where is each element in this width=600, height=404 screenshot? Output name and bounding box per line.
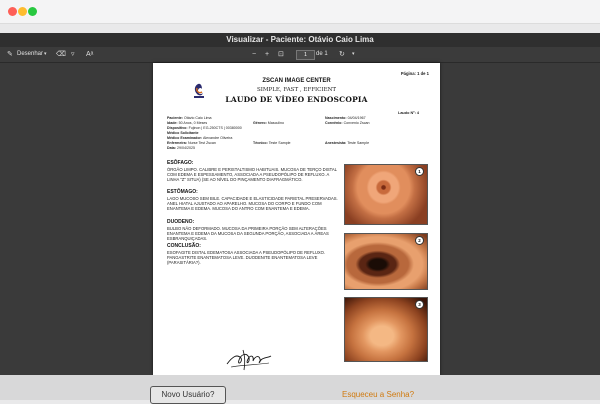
exam-date: Data: 29/04/2025 bbox=[167, 146, 195, 150]
login-page-background bbox=[0, 375, 600, 400]
endoscopy-photo bbox=[344, 297, 428, 362]
center-name: ZSCAN IMAGE CENTER bbox=[262, 78, 331, 84]
patient-age: Idade: 50 Anos, 0 Meses bbox=[167, 121, 208, 125]
maximize-window-button[interactable] bbox=[28, 7, 37, 16]
technician: Técnico: Teste Sample bbox=[253, 141, 291, 145]
endoscopy-photo bbox=[344, 233, 428, 290]
browser-titlebar bbox=[0, 0, 600, 24]
close-window-button[interactable] bbox=[8, 7, 17, 16]
report-title: LAUDO DE VÍDEO ENDOSCOPIA bbox=[225, 95, 368, 104]
insurance: Convênio: Convenio Zscan bbox=[325, 121, 370, 125]
fit-page-icon[interactable]: ⊡ bbox=[278, 51, 284, 58]
section-text: ESOFAGITE DISTAL EDEMATOSA ASSOCIADA A PSEUDOPÓLIPO DE REFLUXO. PANGASTRITE ENANTEMATOSA LEVE. DUODENITE ENANTEMATOSA LEVE (PARASITÁRIA?). bbox=[167, 250, 326, 265]
draw-label[interactable]: Desenhar bbox=[17, 51, 44, 57]
zoom-out-button[interactable]: − bbox=[252, 51, 257, 58]
patient-gender: Gênero: Masculino bbox=[253, 121, 284, 125]
page-number-input[interactable]: 1 bbox=[296, 50, 315, 60]
rotate-icon[interactable]: ↻ bbox=[339, 51, 345, 58]
forgot-password-link[interactable]: Esqueceu a Senha? bbox=[342, 390, 415, 399]
text-icon[interactable]: Aᵃ bbox=[86, 51, 94, 58]
report-page bbox=[153, 63, 440, 375]
doctor-signature bbox=[223, 346, 275, 372]
chevron-down-icon[interactable]: ▾ bbox=[44, 51, 47, 57]
photo-number: 2 bbox=[415, 236, 424, 245]
page-total: de 1 bbox=[316, 51, 328, 57]
section-heading: ESTÔMAGO: bbox=[167, 189, 198, 195]
endoscopy-photo bbox=[344, 164, 428, 225]
device: Dispositivo: Fujinon | EG-250CTS | 00380000 bbox=[167, 126, 242, 130]
laudo-number: Laudo Nº: 4 bbox=[398, 111, 420, 115]
nurse: Enfermeira: Nurse Test Zscan bbox=[167, 141, 216, 145]
zoom-in-button[interactable]: + bbox=[265, 51, 270, 58]
section-heading: ESÔFAGO: bbox=[167, 160, 194, 166]
patient-name: Paciente: Otávio Caio Lima bbox=[167, 116, 212, 120]
section-heading: CONCLUSÃO: bbox=[167, 243, 201, 249]
examining-doctor: Médico Examinador: Alexandre Oliveira bbox=[167, 136, 233, 140]
section-heading: DUODENO: bbox=[167, 219, 195, 225]
new-user-button[interactable]: Novo Usuário? bbox=[150, 386, 226, 404]
page-label: Página: 1 de 1 bbox=[400, 71, 429, 76]
requesting-doctor: Médico Solicitante bbox=[167, 131, 199, 135]
center-slogan: SIMPLE, FAST , EFFICIENT bbox=[256, 87, 337, 93]
eraser-icon[interactable]: ⌫ bbox=[56, 51, 66, 58]
viewer-title: Visualizar - Paciente: Otávio Caio Lima bbox=[0, 33, 600, 47]
section-text: BULBO NÃO DEFORMADO. MUCOSA DA PRIMEIRA PORÇÃO SEM ALTERAÇÕES ENANTEMA E EDEMA DA MUCOSA DA SEGUNDA PORÇÃO, ASSOCIADA A ÁREAS ESBRANQUIÇADAS. bbox=[167, 226, 329, 241]
pdf-toolbar bbox=[0, 47, 600, 63]
minimize-window-button[interactable] bbox=[18, 7, 27, 16]
photo-number: 1 bbox=[415, 167, 424, 176]
anesthetist: Anestesista: Teste Sample bbox=[325, 141, 370, 145]
chevron-down-icon[interactable]: ▾ bbox=[352, 51, 355, 57]
birth-date: Nascimento: 04/04/1967 bbox=[325, 116, 366, 120]
draw-icon[interactable]: ✎ bbox=[7, 51, 13, 58]
section-text: LAGO MUCOSO SEM BILE. CAPACIDADE E ELASTICIDADE PARIETAL PRESERVADAS. ANEL HIATAL AJUSTADO AO APARELHO. MUCOSA DO CORPO E FUNDO COM ENANTEMA E EDEMA. MUCOSA DO ANTRO COM ENANTEMA E EDEMA. bbox=[167, 196, 338, 211]
section-text: ÓRGÃO LIMPO. CALIBRE E PERISTALTISMO HABITUAIS. MUCOSA DE TERÇO DISTAL COM EDEMA E ESPESSAMENTO, ASSOCIADA A PSEUDOPÓLIPO DE REFLUXO. A LINHA "Z" SITUA) (SE AO NÍVEL DO PINÇAMENTO DIAFRAGMÁTICO. bbox=[167, 167, 337, 182]
photo-number: 3 bbox=[415, 300, 424, 309]
highlight-icon[interactable]: ▿ bbox=[71, 51, 75, 58]
